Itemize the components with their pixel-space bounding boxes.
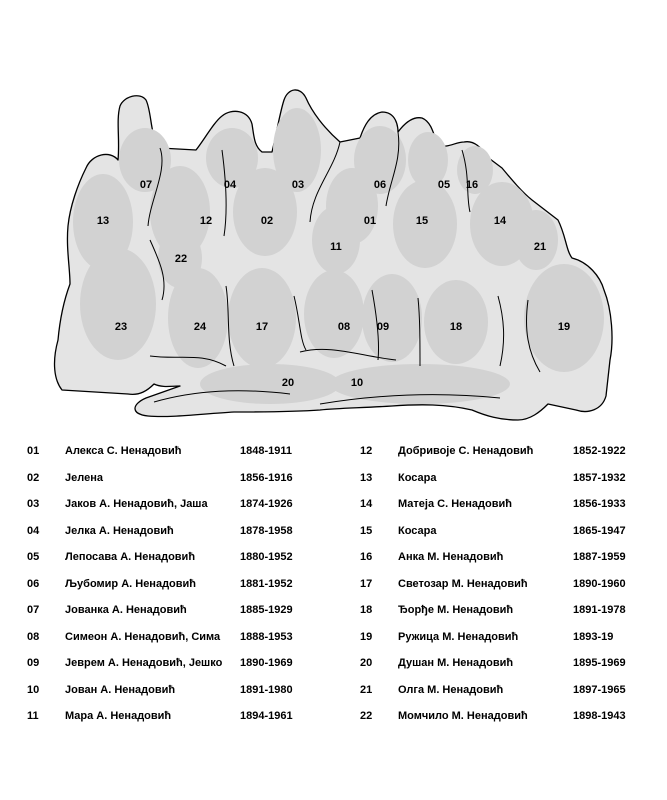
legend-years: 1891-1978 bbox=[573, 604, 626, 616]
legend-name: Јелка А. Ненадовић bbox=[65, 524, 174, 537]
legend-years: 1897-1965 bbox=[573, 683, 626, 696]
figure-number-09: 09 bbox=[376, 321, 390, 333]
legend-number: 05 bbox=[27, 551, 40, 563]
legend-years: 1890-1969 bbox=[240, 657, 293, 669]
legend-years: 1881-1952 bbox=[240, 577, 293, 590]
legend-years: 1880-1952 bbox=[240, 551, 293, 563]
legend-name: Јованка А. Ненадовић bbox=[65, 604, 187, 616]
legend-years: 1874-1926 bbox=[240, 498, 293, 510]
legend-number: 17 bbox=[360, 577, 373, 590]
legend-years: 1857-1932 bbox=[573, 471, 626, 484]
figure-number-01: 01 bbox=[363, 215, 377, 227]
legend-number: 21 bbox=[360, 683, 373, 696]
legend-name: Лепосава А. Ненадовић bbox=[65, 551, 196, 563]
legend-number: 09 bbox=[27, 657, 40, 669]
figure-number-23: 23 bbox=[114, 321, 128, 333]
legend-name: Ружица М. Ненадовић bbox=[398, 630, 519, 643]
legend-years: 1888-1953 bbox=[240, 630, 293, 643]
legend-name: Косара bbox=[398, 524, 437, 537]
figure-number-13: 13 bbox=[96, 215, 110, 227]
legend-name: Ђорђе М. Ненадовић bbox=[398, 604, 514, 616]
figure-number-21: 21 bbox=[533, 241, 547, 253]
figure-number-08: 08 bbox=[337, 321, 351, 333]
legend-number: 04 bbox=[27, 524, 40, 537]
legend-years: 1848-1911 bbox=[240, 445, 292, 457]
legend-years: 1856-1916 bbox=[240, 471, 293, 484]
figure-number-16: 16 bbox=[465, 179, 479, 191]
legend-years: 1895-1969 bbox=[573, 657, 626, 669]
figure-number-10: 10 bbox=[350, 377, 364, 389]
figure-number-19: 19 bbox=[557, 321, 571, 333]
figure-number-03: 03 bbox=[291, 179, 305, 191]
legend-name: Јелена bbox=[65, 471, 103, 484]
legend-name: Матеја С. Ненадовић bbox=[398, 498, 512, 510]
legend-name: Косара bbox=[398, 471, 437, 484]
legend-number: 08 bbox=[27, 630, 40, 643]
legend-name: Јеврем А. Ненадовић, Јешко bbox=[65, 657, 223, 669]
legend-number: 06 bbox=[27, 577, 40, 590]
legend-years: 1894-1961 bbox=[240, 710, 293, 722]
legend-name: Љубомир А. Ненадовић bbox=[65, 577, 197, 590]
figure-number-18: 18 bbox=[449, 321, 463, 333]
legend-number: 02 bbox=[27, 471, 40, 484]
legend-number: 20 bbox=[360, 657, 373, 669]
figure-number-04: 04 bbox=[223, 179, 237, 191]
legend-name: Светозар М. Ненадовић bbox=[398, 577, 528, 590]
legend-number: 22 bbox=[360, 710, 373, 722]
figure-number-07: 07 bbox=[139, 179, 153, 191]
legend-number: 07 bbox=[27, 604, 40, 616]
legend-number: 11 bbox=[27, 710, 39, 722]
legend-name: Мара А. Ненадовић bbox=[65, 710, 172, 722]
legend-number: 10 bbox=[27, 683, 40, 696]
figure-number-06: 06 bbox=[373, 179, 387, 191]
legend-name: Јован А. Ненадовић bbox=[65, 683, 176, 696]
legend-name: Алекса С. Ненадовић bbox=[65, 445, 182, 457]
figure-number-17: 17 bbox=[255, 321, 269, 333]
figure-number-05: 05 bbox=[437, 179, 451, 191]
legend-years: 1898-1943 bbox=[573, 710, 626, 722]
legend-number: 14 bbox=[360, 498, 373, 510]
figure-number-02: 02 bbox=[260, 215, 274, 227]
figure-number-14: 14 bbox=[493, 215, 507, 227]
legend-number: 18 bbox=[360, 604, 373, 616]
legend-number: 03 bbox=[27, 498, 40, 510]
figure-number-20: 20 bbox=[281, 377, 295, 389]
legend-name: Момчило М. Ненадовић bbox=[398, 710, 528, 722]
figure-number-11: 11 bbox=[330, 241, 342, 253]
legend-number: 12 bbox=[360, 445, 373, 457]
legend-years: 1890-1960 bbox=[573, 577, 626, 590]
legend-name: Душан М. Ненадовић bbox=[398, 657, 514, 669]
legend-years: 1893-19 bbox=[573, 630, 614, 643]
legend-number: 19 bbox=[360, 630, 373, 643]
figure-number-24: 24 bbox=[193, 321, 207, 333]
legend-years: 1885-1929 bbox=[240, 604, 293, 616]
legend-years: 1865-1947 bbox=[573, 524, 626, 537]
figure-number-12: 12 bbox=[199, 215, 213, 227]
legend-name: Симеон А. Ненадовић, Сима bbox=[65, 630, 221, 643]
legend-number: 16 bbox=[360, 551, 373, 563]
figure-number-15: 15 bbox=[415, 215, 429, 227]
legend-years: 1856-1933 bbox=[573, 498, 626, 510]
legend-name: Анка М. Ненадовић bbox=[398, 551, 504, 563]
legend-years: 1878-1958 bbox=[240, 524, 293, 537]
legend-name: Добривоје С. Ненадовић bbox=[398, 445, 534, 457]
figure-number-22: 22 bbox=[174, 253, 188, 265]
legend-years: 1891-1980 bbox=[240, 683, 293, 696]
legend-name: Јаков А. Ненадовић, Јаша bbox=[65, 498, 208, 510]
legend-name: Олга М. Ненадовић bbox=[398, 683, 504, 696]
legend-number: 13 bbox=[360, 471, 373, 484]
legend-number: 01 bbox=[27, 445, 40, 457]
legend-years: 1852-1922 bbox=[573, 445, 626, 457]
legend-years: 1887-1959 bbox=[573, 551, 626, 563]
legend-number: 15 bbox=[360, 524, 373, 537]
